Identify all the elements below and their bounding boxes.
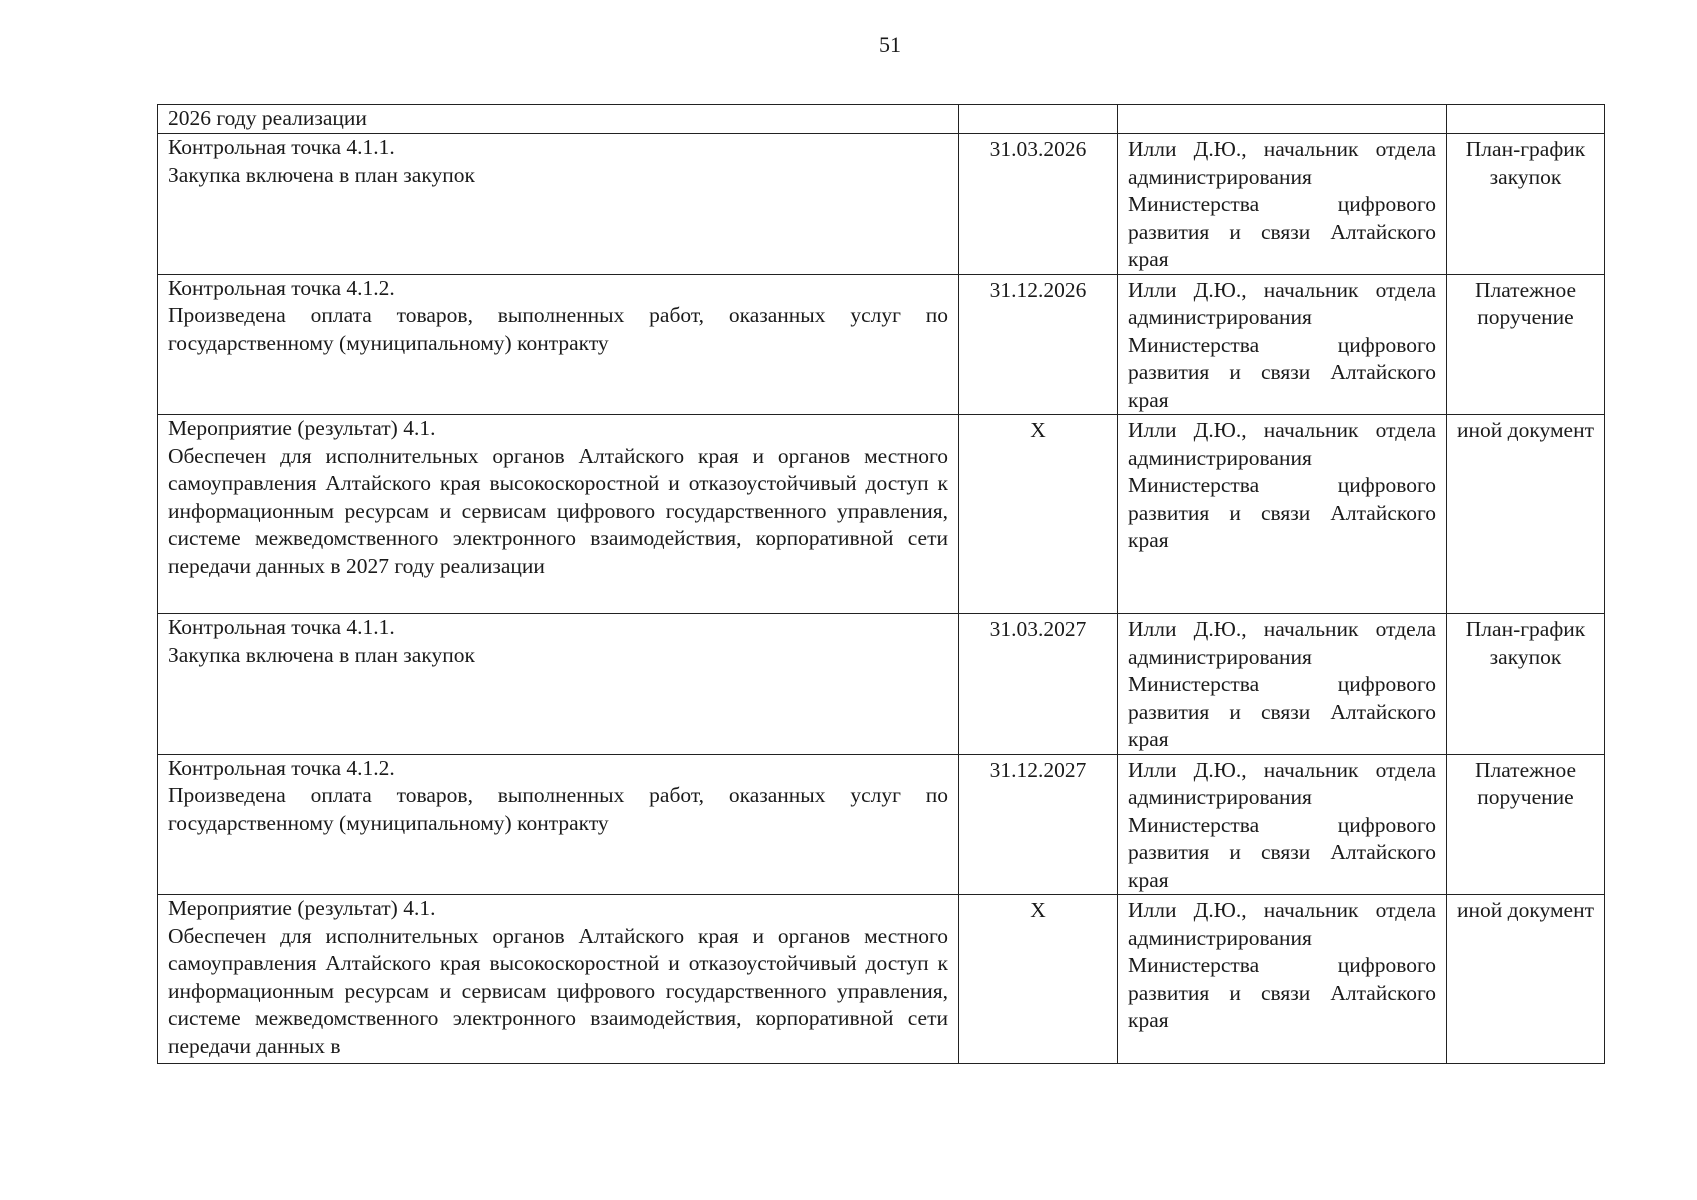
date-cell: X — [959, 415, 1118, 614]
measures-table — [157, 104, 1605, 1064]
description-text: Закупка включена в план закупок — [168, 162, 475, 187]
description-cell — [158, 614, 959, 755]
table-row — [158, 105, 1605, 134]
page-number: 51 — [879, 32, 901, 57]
date-cell: 31.12.2026 — [959, 274, 1118, 415]
date-cell: 31.03.2027 — [959, 614, 1118, 755]
description-text: Обеспечен для исполнительных органов Алтайского края и органов местного самоуправления Алтайского края высокоскоростной и отказоустойчивый доступ к информационным ресурсам и сервисам цифрового государственного управления, системе межведомственного электронного взаимодействия, корпоративной сети передачи данных в — [168, 923, 948, 1058]
measure-title: Мероприятие (результат) 4.1. — [168, 896, 436, 920]
control-point-title: Контрольная точка 4.1.2. — [168, 275, 395, 300]
document-cell — [1447, 105, 1605, 134]
control-point-title: Контрольная точка 4.1.2. — [168, 755, 395, 780]
description-text: 2026 году реализации — [168, 106, 367, 130]
document-cell: Платежное поручение — [1447, 754, 1605, 895]
table-row — [158, 754, 1605, 895]
date-cell: 31.12.2027 — [959, 754, 1118, 895]
description-cell — [158, 754, 959, 895]
description-text: Закупка включена в план закупок — [168, 642, 475, 667]
description-cell — [158, 134, 959, 275]
description-text: Обеспечен для исполнительных органов Алтайского края и органов местного самоуправления Алтайского края высокоскоростной и отказоустойчивый доступ к информационным ресурсам и сервисам цифрового государственного управления, системе межведомственного электронного взаимодействия, корпоративной сети передачи данных в 2027 году реализации — [168, 443, 948, 578]
description-text: Произведена оплата товаров, выполненных работ, оказанных услуг по государственному (муниципальному) контракту — [168, 783, 948, 835]
table-row — [158, 134, 1605, 275]
responsible-cell: Илли Д.Ю., начальник отдела администрирования Министерства цифрового развития и связи Алтайского края — [1118, 134, 1447, 275]
table-row — [158, 274, 1605, 415]
responsible-cell: Илли Д.Ю., начальник отдела администрирования Министерства цифрового развития и связи Алтайского края — [1118, 415, 1447, 614]
document-cell: иной документ — [1447, 415, 1605, 614]
table-row — [158, 895, 1605, 1064]
date-cell: 31.03.2026 — [959, 134, 1118, 275]
document-cell: План-график закупок — [1447, 614, 1605, 755]
responsible-cell: Илли Д.Ю., начальник отдела администрирования Министерства цифрового развития и связи Алтайского края — [1118, 614, 1447, 755]
description-cell — [158, 415, 959, 614]
control-point-title: Контрольная точка 4.1.1. — [168, 135, 395, 159]
table-row — [158, 614, 1605, 755]
responsible-cell: Илли Д.Ю., начальник отдела администрирования Министерства цифрового развития и связи Алтайского края — [1118, 895, 1447, 1064]
responsible-cell — [1118, 105, 1447, 134]
description-cell — [158, 274, 959, 415]
document-cell: иной документ — [1447, 895, 1605, 1064]
description-cell — [158, 895, 959, 1064]
description-text: Произведена оплата товаров, выполненных работ, оказанных услуг по государственному (муниципальному) контракту — [168, 303, 948, 355]
date-cell — [959, 105, 1118, 134]
document-cell: Платежное поручение — [1447, 274, 1605, 415]
description-cell — [158, 105, 959, 134]
responsible-cell: Илли Д.Ю., начальник отдела администрирования Министерства цифрового развития и связи Алтайского края — [1118, 754, 1447, 895]
control-point-title: Контрольная точка 4.1.1. — [168, 615, 395, 639]
table-row — [158, 415, 1605, 614]
responsible-cell: Илли Д.Ю., начальник отдела администрирования Министерства цифрового развития и связи Алтайского края — [1118, 274, 1447, 415]
measure-title: Мероприятие (результат) 4.1. — [168, 416, 436, 440]
document-cell: План-график закупок — [1447, 134, 1605, 275]
date-cell: X — [959, 895, 1118, 1064]
